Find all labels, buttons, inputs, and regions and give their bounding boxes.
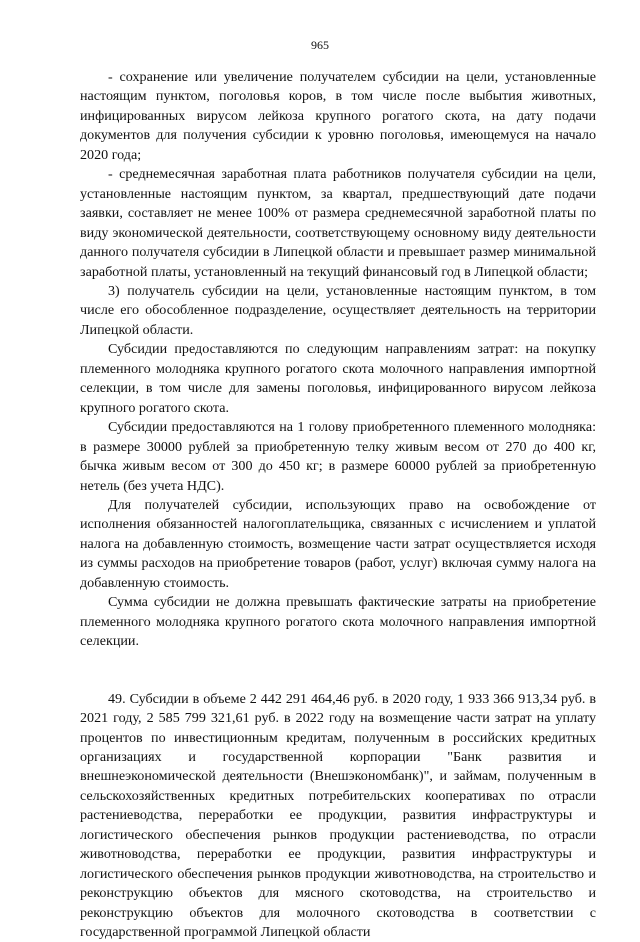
paragraph-section-49: 49. Субсидии в объеме 2 442 291 464,46 руб. в 2020 году, 1 933 366 913,34 руб. в 2021 году, 2 585 799 321,61 руб. в 2022 году на возмещение части затрат на уплату процентов по инвестиционным кредитам, полученным в российских кредитных организациях и государственной корпорации "Банк развития и внешнеэкономической деятельности (Внешэкономбанк)", и займам, полученным в сельскохозяйственных кредитных потребительских кооперативах по отрасли растениеводства, переработки ее продукции, развития инфраструктуры и логистического обеспечения рынков продукции растениеводства, по отрасли животноводства, переработки ее продукции, развития инфраструктуры и логистического обеспечения рынков продукции животноводства, на строительство и реконструкцию объектов для мясного скотоводства, на строительство и реконструкцию объектов для молочного скотоводства в соответствии с государственной программой Липецкой области <box>80 690 596 941</box>
paragraph-territory-condition: 3) получатель субсидии на цели, установленные настоящим пунктом, в том числе его обособленное подразделение, осуществляет деятельность на территории Липецкой области. <box>80 282 596 338</box>
page-number: 965 <box>311 38 329 52</box>
paragraph-subsidy-rates: Субсидии предоставляются на 1 голову приобретенного племенного молодняка: в размере 30000 рублей за приобретенную телку живым весом от 270 до 400 кг, бычка живым весом от 300 до 450 кг; в размере 60000 рублей за приобретенную нетель (без учета НДС). <box>80 419 596 494</box>
paragraph-subsidy-directions: Субсидии предоставляются по следующим направлениям затрат: на покупку племенного молодняка крупного рогатого скота молочного направления импортной селекции, в том числе для замены поголовья, инфицированного вирусом лейкоза крупного рогатого скота. <box>80 341 596 416</box>
paragraph-livestock-condition: - сохранение или увеличение получателем субсидии на цели, установленные настоящим пунктом, поголовья коров, в том числе после выбытия животных, инфицированных вирусом лейкоза крупного рогатого скота, на дату подачи документов для получения субсидии к уровню поголовья, имеющемуся на начало 2020 года; <box>80 69 596 163</box>
paragraph-subsidy-limit: Сумма субсидии не должна превышать фактические затраты на приобретение племенного молодняка крупного рогатого скота молочного направления импортной селекции. <box>80 594 596 650</box>
document-body <box>80 68 596 942</box>
paragraph-salary-condition: - среднемесячная заработная плата работников получателя субсидии на цели, установленные настоящим пунктом, за квартал, предшествующий дате подачи заявки, составляет не менее 100% от размера среднемесячной заработной платы по виду экономической деятельности, соответствующему основному виду деятельности данного получателя субсидии в Липецкой области и превышает размер минимальной заработной платы, установленный на текущий финансовый год в Липецкой области; <box>80 166 596 280</box>
paragraph-vat-exemption: Для получателей субсидии, использующих право на освобождение от исполнения обязанностей налогоплательщика, связанных с исчислением и уплатой налога на добавленную стоимость, возмещение части затрат осуществляется исходя из суммы расходов на приобретение товаров (работ, услуг) включая сумму налога на добавленную стоимость. <box>80 496 596 591</box>
